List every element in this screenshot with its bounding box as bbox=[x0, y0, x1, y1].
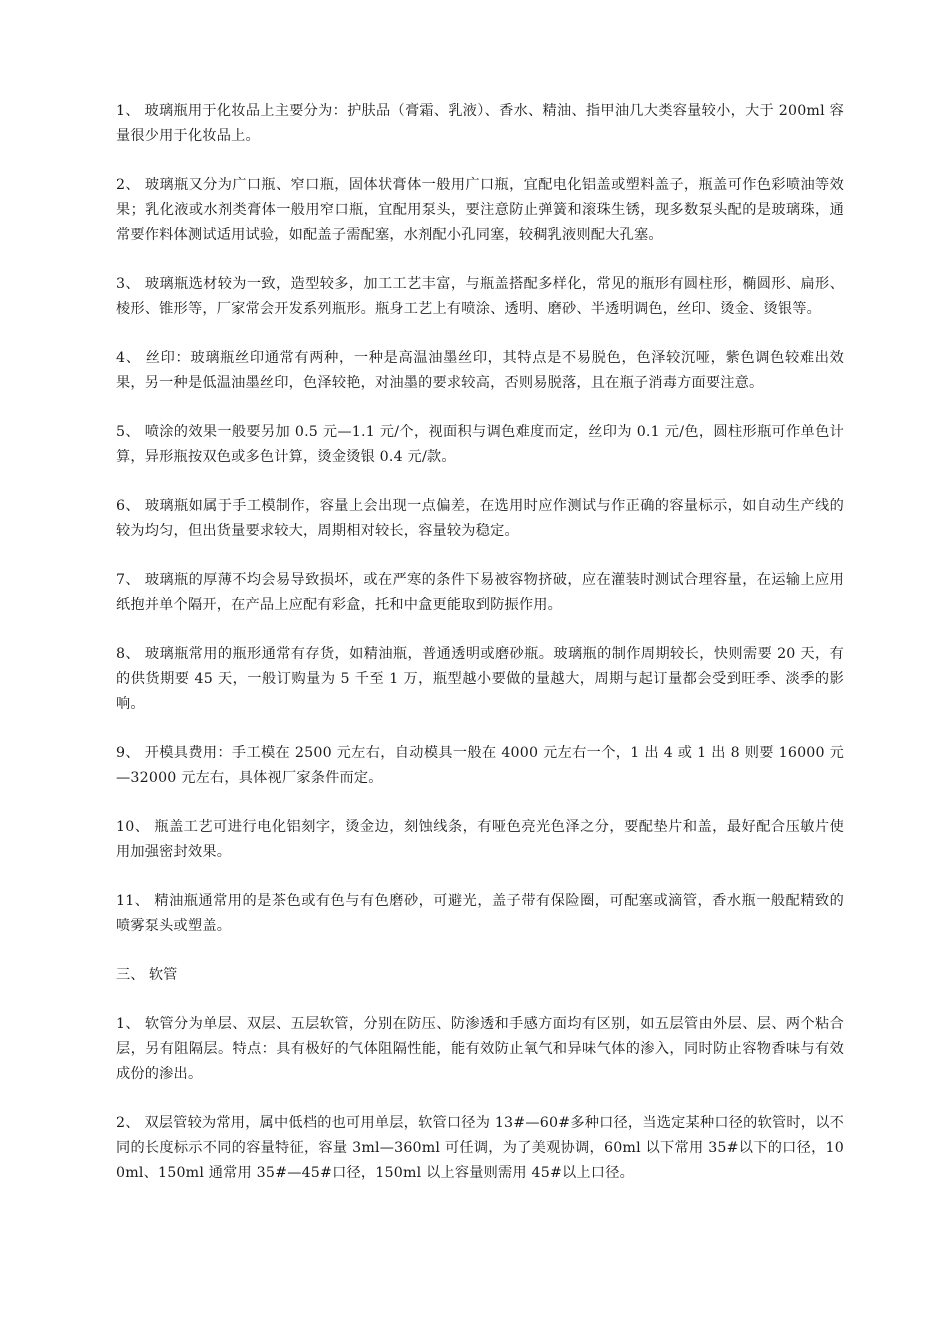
paragraph-9: 9、 开模具费用：手工模在 2500 元左右，自动模具一般在 4000 元左右一个，1 出 4 或 1 出 8 则要 16000 元—32000 元左右，具体视厂家条件而定。 bbox=[116, 745, 844, 786]
section-paragraph-2: 2、 双层管较为常用，属中低档的也可用单层，软管口径为 13#—60#多种口径，当选定某种口径的软管时，以不同的长度标示不同的容量特征，容量 3ml—360ml 可任调，为了美观协调，60ml 以下常用 35#以下的口径，100ml、150ml 通常用 35#—45#口径，150ml 以上容量则需用 45#以上口径。 bbox=[116, 1115, 844, 1181]
paragraph-10: 10、 瓶盖工艺可进行电化铝刻字，烫金边，刻蚀线条，有哑色亮光色泽之分，要配垫片和盖，最好配合压敏片使用加强密封效果。 bbox=[116, 819, 844, 860]
paragraph-8: 8、 玻璃瓶常用的瓶形通常有存货，如精油瓶，普通透明或磨砂瓶。玻璃瓶的制作周期较长，快则需要 20 天，有的供货期要 45 天，一般订购量为 5 千至 1 万，瓶型越小要做的量越大，周期与起订量都会受到旺季、淡季的影响。 bbox=[116, 646, 844, 712]
document-page bbox=[116, 99, 844, 1210]
section-paragraph-1: 1、 软管分为单层、双层、五层软管，分别在防压、防渗透和手感方面均有区别，如五层管由外层、层、两个粘合层，另有阻隔层。特点：具有极好的气体阻隔性能，能有效防止氧气和异味气体的渗入，同时防止容物香味与有效成份的渗出。 bbox=[116, 1016, 844, 1082]
paragraph-2: 2、 玻璃瓶又分为广口瓶、窄口瓶，固体状膏体一般用广口瓶，宜配电化铝盖或塑料盖子，瓶盖可作色彩喷油等效果；乳化液或水剂类膏体一般用窄口瓶，宜配用泵头，要注意防止弹簧和滚珠生锈，现多数泵头配的是玻璃珠，通常要作料体测试适用试验，如配盖子需配塞，水剂配小孔同塞，较稠乳液则配大孔塞。 bbox=[116, 177, 844, 243]
paragraph-5: 5、 喷涂的效果一般要另加 0.5 元—1.1 元/个，视面积与调色难度而定，丝印为 0.1 元/色，圆柱形瓶可作单色计算，异形瓶按双色或多色计算，烫金烫银 0.4 元/款。 bbox=[116, 424, 844, 465]
paragraph-1: 1、 玻璃瓶用于化妆品上主要分为：护肤品（膏霜、乳液）、香水、精油、指甲油几大类容量较小，大于 200ml 容量很少用于化妆品上。 bbox=[116, 103, 844, 144]
paragraph-3: 3、 玻璃瓶选材较为一致，造型较多，加工工艺丰富，与瓶盖搭配多样化，常见的瓶形有圆柱形，椭圆形、扁形、棱形、锥形等，厂家常会开发系列瓶形。瓶身工艺上有喷涂、透明、磨砂、半透明调色，丝印、烫金、烫银等。 bbox=[116, 276, 844, 317]
section-heading: 三、 软管 bbox=[116, 967, 178, 983]
paragraph-11: 11、 精油瓶通常用的是茶色或有色与有色磨砂，可避光，盖子带有保险圈，可配塞或滴管，香水瓶一般配精致的喷雾泵头或塑盖。 bbox=[116, 893, 844, 934]
paragraph-6: 6、 玻璃瓶如属于手工模制作，容量上会出现一点偏差，在选用时应作测试与作正确的容量标示，如自动生产线的较为均匀，但出货量要求较大，周期相对较长，容量较为稳定。 bbox=[116, 498, 844, 539]
paragraph-7: 7、 玻璃瓶的厚薄不均会易导致损坏，或在严寒的条件下易被容物挤破，应在灌装时测试合理容量，在运输上应用纸抱并单个隔开，在产品上应配有彩盒，托和中盒更能取到防振作用。 bbox=[116, 572, 844, 613]
paragraph-4: 4、 丝印：玻璃瓶丝印通常有两种，一种是高温油墨丝印，其特点是不易脱色，色泽较沉哑，紫色调色较难出效果，另一种是低温油墨丝印，色泽较艳，对油墨的要求较高，否则易脱落，且在瓶子消毒方面要注意。 bbox=[116, 350, 844, 391]
